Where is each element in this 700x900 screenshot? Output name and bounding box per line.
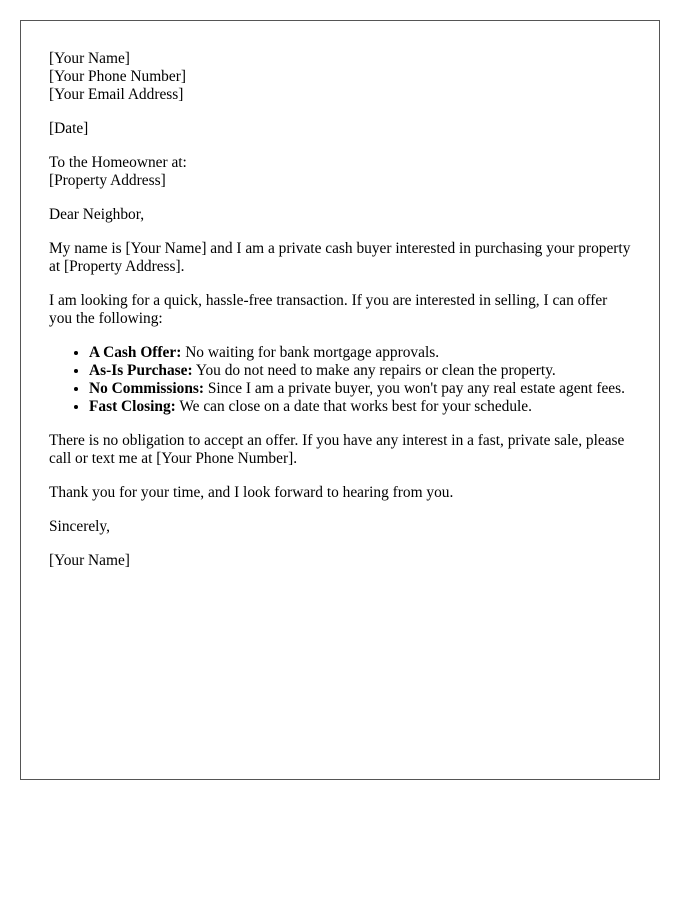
benefit-text: Since I am a private buyer, you won't pay any real estate agent fees. — [204, 380, 625, 397]
sender-block — [49, 50, 631, 104]
benefit-label: No Commissions: — [89, 380, 205, 397]
salutation: Dear Neighbor, — [49, 206, 145, 223]
obligation-paragraph: There is no obligation to accept an offer. If you have any interest in a fast, private sale, please call or text me at [Your Phone Number]. — [49, 432, 625, 467]
sender-phone: [Your Phone Number] — [49, 68, 186, 85]
benefits-list — [49, 344, 631, 416]
sender-email: [Your Email Address] — [49, 86, 184, 103]
benefit-label: A Cash Offer: — [89, 344, 182, 361]
list-item — [89, 362, 631, 380]
benefit-text: No waiting for bank mortgage approvals. — [181, 344, 440, 361]
thanks-paragraph: Thank you for your time, and I look forward to hearing from you. — [49, 484, 454, 501]
benefit-label: Fast Closing: — [89, 398, 176, 415]
list-item — [89, 398, 631, 416]
benefit-label: As-Is Purchase: — [89, 362, 193, 379]
closing: Sincerely, — [49, 518, 110, 535]
benefit-text: We can close on a date that works best for your schedule. — [175, 398, 532, 415]
recipient-address: [Property Address] — [49, 172, 166, 189]
letter-page — [20, 20, 660, 780]
date-line — [49, 120, 631, 138]
sender-name: [Your Name] — [49, 50, 130, 67]
recipient-block — [49, 154, 631, 190]
date: [Date] — [49, 120, 89, 137]
recipient-line: To the Homeowner at: — [49, 154, 187, 171]
benefit-text: You do not need to make any repairs or clean the property. — [192, 362, 556, 379]
offer-lead-paragraph: I am looking for a quick, hassle-free transaction. If you are interested in selling, I can offer you the following: — [49, 292, 608, 327]
list-item — [89, 344, 631, 362]
list-item — [89, 380, 631, 398]
intro-paragraph: My name is [Your Name] and I am a private cash buyer interested in purchasing your property at [Property Address]. — [49, 240, 631, 275]
signature: [Your Name] — [49, 552, 130, 569]
